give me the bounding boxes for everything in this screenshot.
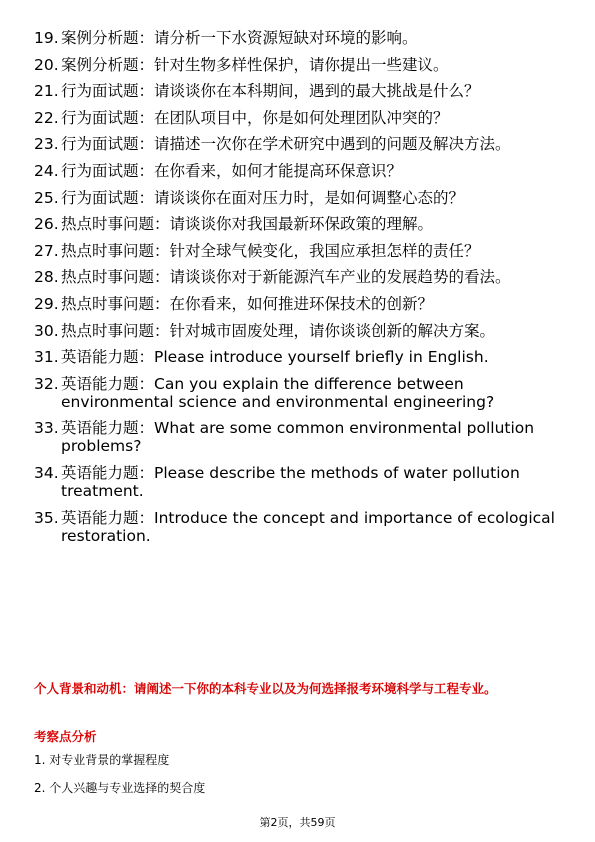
question-text: 行为面试题：请谈谈你在本科期间，遇到的最大挑战是什么？	[61, 82, 480, 101]
question-number: 25.	[34, 188, 59, 207]
question-item	[34, 162, 564, 180]
question-text: 行为面试题：在你看来，如何才能提高环保意识？	[61, 161, 403, 180]
question-text: 热点时事问题：针对全球气候变化，我国应承担怎样的责任？	[61, 241, 480, 260]
question-number: 30.	[34, 321, 59, 340]
question-item	[34, 242, 564, 260]
question-number: 22.	[34, 108, 59, 127]
question-item	[34, 189, 564, 207]
question-number: 35.	[34, 508, 59, 527]
question-item	[34, 348, 564, 366]
question-item	[34, 29, 564, 47]
analysis-heading: 考察点分析	[34, 729, 97, 744]
question-text: 热点时事问题：请谈谈你对我国最新环保政策的理解。	[61, 215, 434, 234]
analysis-point: 2. 个人兴趣与专业选择的契合度	[34, 781, 206, 795]
question-text: 行为面试题：在团队项目中，你是如何处理团队冲突的？	[61, 108, 449, 127]
question-item	[34, 109, 564, 127]
question-number: 31.	[34, 348, 59, 367]
question-item	[34, 419, 564, 455]
question-item	[34, 135, 564, 153]
question-item	[34, 215, 564, 233]
question-text: 案例分析题：请分析一下水资源短缺对环境的影响。	[61, 29, 418, 47]
question-item	[34, 322, 564, 340]
question-text: 热点时事问题：在你看来，如何推进环保技术的创新？	[61, 294, 434, 313]
question-text: 英语能力题：What are some common environmental pollution problems?	[61, 419, 535, 456]
question-text: 行为面试题：请谈谈你在面对压力时，是如何调整心态的？	[61, 188, 465, 207]
question-text: 英语能力题：Please introduce yourself briefly in English.	[61, 348, 489, 367]
question-number: 19.	[34, 29, 59, 47]
question-number: 29.	[34, 294, 59, 313]
question-item	[34, 509, 564, 545]
analysis-point: 1. 对专业背景的掌握程度	[34, 753, 170, 767]
question-number: 34.	[34, 463, 59, 482]
question-number: 28.	[34, 268, 59, 287]
question-text: 案例分析题：针对生物多样性保护，请你提出一些建议。	[61, 55, 449, 74]
analysis-points	[34, 752, 205, 808]
question-text: 热点时事问题：请谈谈你对于新能源汽车产业的发展趋势的看法。	[61, 268, 511, 287]
question-item	[34, 82, 564, 100]
question-number: 33.	[34, 419, 59, 438]
question-list	[34, 29, 564, 553]
question-number: 32.	[34, 374, 59, 393]
question-number: 20.	[34, 55, 59, 74]
question-number: 27.	[34, 241, 59, 260]
question-text: 英语能力题：Introduce the concept and importance of ecological restoration.	[61, 508, 555, 545]
question-text: 行为面试题：请描述一次你在学术研究中遇到的问题及解决方法。	[61, 135, 511, 154]
question-text: 英语能力题：Can you explain the difference between environmental science and environmental engineering?	[61, 374, 495, 411]
question-item	[34, 464, 564, 500]
question-number: 26.	[34, 215, 59, 234]
section-intro: 个人背景和动机：请阐述一下你的本科专业以及为何选择报考环境科学与工程专业。	[34, 681, 497, 696]
page-footer: 第2页，共59页	[259, 816, 336, 829]
question-item	[34, 56, 564, 74]
question-item	[34, 375, 564, 411]
question-text: 热点时事问题：针对城市固废处理，请你谈谈创新的解决方案。	[61, 321, 496, 340]
question-number: 21.	[34, 82, 59, 101]
question-text: 英语能力题：Please describe the methods of water pollution treatment.	[61, 463, 520, 500]
question-item	[34, 295, 564, 313]
question-item	[34, 268, 564, 286]
question-number: 23.	[34, 135, 59, 154]
question-number: 24.	[34, 161, 59, 180]
